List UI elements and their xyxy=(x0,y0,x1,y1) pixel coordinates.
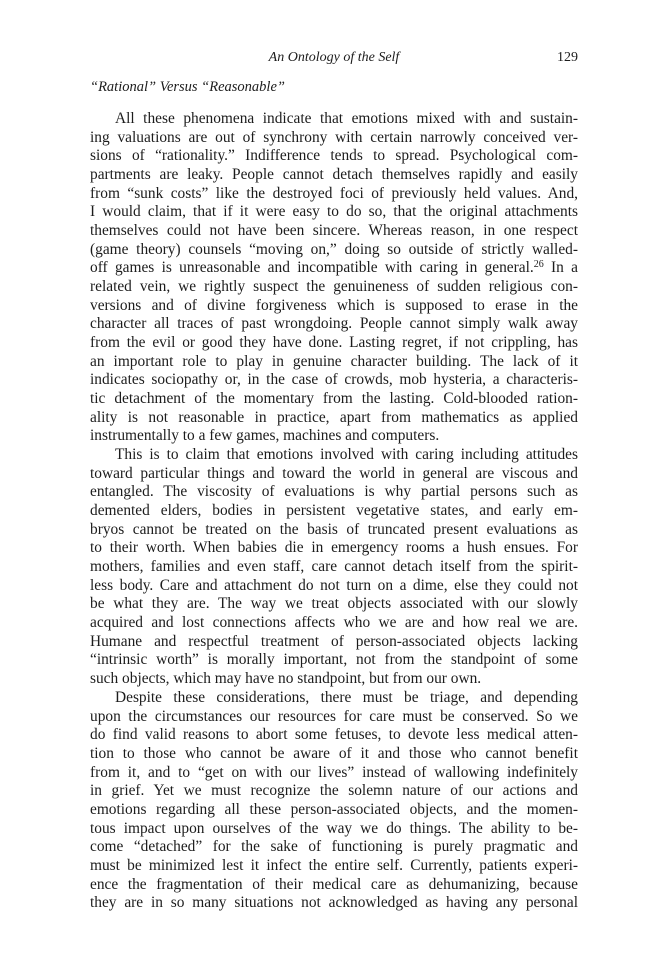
text-line: must be minimized lest it infect the entire self. Currently, patients experi- xyxy=(90,856,578,874)
footnote-reference[interactable]: 26 xyxy=(533,259,544,271)
running-head xyxy=(90,50,578,70)
text-line: This is to claim that emotions involved with caring including attitudes xyxy=(115,446,578,464)
text-line: upon the circumstances our resources for care must be conserved. So we xyxy=(90,707,578,725)
text-line: ing valuations are out of synchrony with certain narrowly conceived ver- xyxy=(90,128,578,146)
text-line: character all traces of past wrongdoing. People cannot simply walk away xyxy=(90,315,578,333)
text-line: partments are leaky. People cannot detach themselves rapidly and easily xyxy=(90,166,578,184)
paragraph-3 xyxy=(90,689,578,913)
text-line: be what they are. The way we treat objects associated with our slowly xyxy=(90,595,578,613)
text-line: Humane and respectful treatment of person-associated objects lacking xyxy=(90,632,578,650)
page-number: 129 xyxy=(557,50,578,65)
text-line: ality is not reasonable in practice, apart from mathematics as applied xyxy=(90,408,578,426)
text-line: an important role to play in genuine character building. The lack of it xyxy=(90,352,578,370)
text-line: mothers, families and even staff, care cannot detach itself from the spirit- xyxy=(90,558,578,576)
paragraph-2 xyxy=(90,446,578,689)
text-line: emotions regarding all these person-associated objects, and the momen- xyxy=(90,800,578,818)
text-line: demented elders, bodies in persistent vegetative states, and early em- xyxy=(90,502,578,520)
text-line: related vein, we rightly suspect the genuineness of sudden religious con- xyxy=(90,278,578,296)
text-line: (game theory) counsels “moving on,” doing so outside of strictly walled- xyxy=(90,240,578,258)
text-line: from it, and to “get on with our lives” instead of wallowing indefinitely xyxy=(90,763,578,781)
text-line: toward particular things and toward the world in general are viscous and xyxy=(90,464,578,482)
text-line: instrumentally to a few games, machines and computers. xyxy=(90,427,440,445)
paragraph-1 xyxy=(90,110,578,446)
section-heading: “Rational” Versus “Reasonable” xyxy=(90,79,285,95)
text-line: such objects, which may have no standpoint, but from our own. xyxy=(90,670,482,688)
text-line: in grief. Yet we must recognize the solemn nature of our actions and xyxy=(90,782,578,800)
text-line: from “sunk costs” like the destroyed foci of previously held values. And, xyxy=(90,184,578,202)
text-line: do find valid reasons to abort some fetuses, to devote less medical atten- xyxy=(90,726,578,744)
text-line: from the evil or good they have done. Lasting regret, if not crippling, has xyxy=(90,334,578,352)
text-line: tous impact upon ourselves of the way we do things. The ability to be- xyxy=(90,819,578,837)
text-line: All these phenomena indicate that emotions mixed with and sustain- xyxy=(115,110,578,127)
text-line: they are in so many situations not acknowledged as having any personal xyxy=(90,894,578,912)
text-line-with-footnote xyxy=(90,259,578,278)
text-line: ence the fragmentation of their medical care as dehumanizing, because xyxy=(90,875,578,893)
text-line: to their worth. When babies die in emergency rooms a hush ensues. For xyxy=(90,539,578,557)
text-line: entangled. The viscosity of evaluations is why partial persons such as xyxy=(90,483,578,501)
text-line: come “detached” for the sake of functioning is purely pragmatic and xyxy=(90,838,578,856)
text-line: versions and of divine forgiveness which is supposed to erase in the xyxy=(90,296,578,314)
text-line: acquired and lost connections affects who we are and how real we are. xyxy=(90,614,578,632)
text-line: Despite these considerations, there must be triage, and depending xyxy=(115,688,578,706)
text-line: bryos cannot be treated on the basis of truncated present evaluations as xyxy=(90,520,578,538)
running-title: An Ontology of the Self xyxy=(268,50,400,65)
line-tail: In a xyxy=(543,259,578,277)
line-text: off games is unreasonable and incompatible with caring in general. xyxy=(90,259,534,277)
body-text xyxy=(90,110,578,913)
text-line: sions of “rationality.” Indifference tends to spread. Psychological com- xyxy=(90,147,578,165)
text-line: indicates sociopathy or, in the case of crowds, mob hysteria, a characteris- xyxy=(90,371,578,389)
text-line: themselves could not have been sincere. Whereas reason, in one respect xyxy=(90,222,578,240)
text-line: tic detachment of the momentary from the lasting. Cold-blooded ration- xyxy=(90,390,578,408)
text-line: tion to those who cannot be aware of it and those who cannot benefit xyxy=(90,744,578,762)
text-line: less body. Care and attachment do not turn on a dime, else they could not xyxy=(90,576,578,594)
text-line: I would claim, that if it were easy to do so, that the original attachments xyxy=(90,203,578,221)
text-line: “intrinsic worth” is morally important, not from the standpoint of some xyxy=(90,651,578,669)
